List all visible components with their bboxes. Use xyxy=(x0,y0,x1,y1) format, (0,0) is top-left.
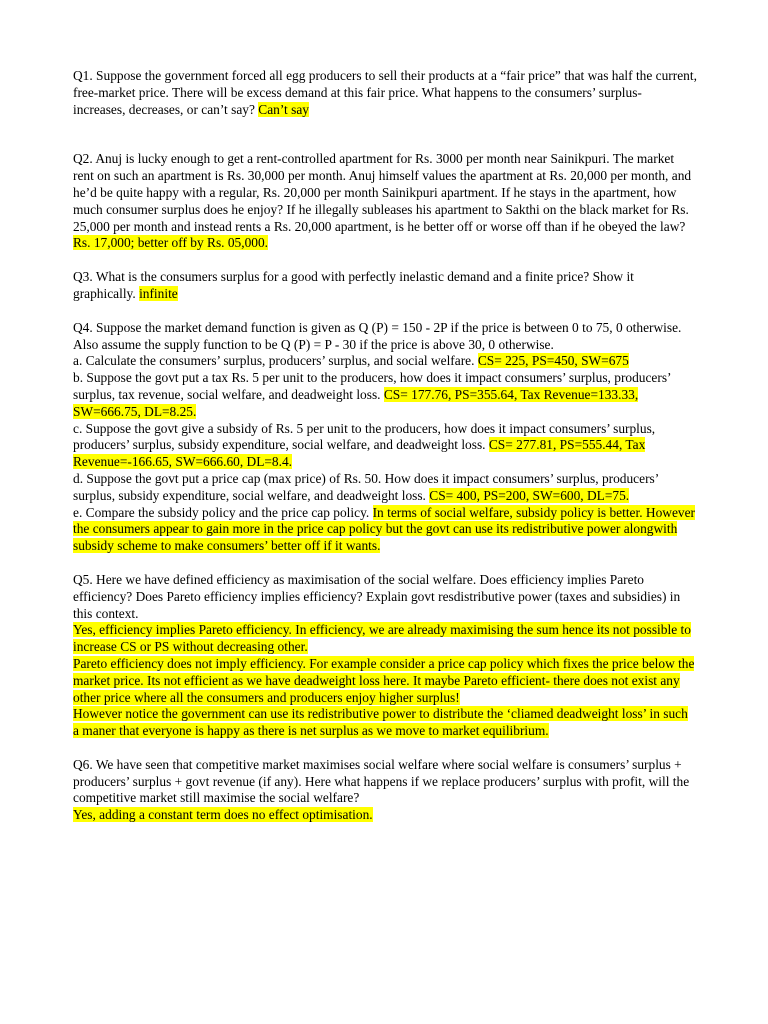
question-4e-text: e. Compare the subsidy policy and the price cap policy. xyxy=(73,504,373,520)
question-5: Q5. Here we have defined efficiency as maximisation of the social welfare. Does efficiency implies Pareto efficiency? Does Pareto efficiency implies efficiency? Explain govt resdistributive power (taxes and subsidies) in this context. xyxy=(73,571,681,621)
question-4e xyxy=(73,505,697,555)
question-2-answer: Rs. 17,000; better off by Rs. 05,000. xyxy=(73,235,269,251)
question-4a xyxy=(73,353,697,370)
question-3 xyxy=(73,269,697,303)
question-4a-text: a. Calculate the consumers’ surplus, producers’ surplus, and social welfare. xyxy=(73,353,478,369)
answer-text: However notice the government can use its redistributive power to distribute the ‘cliamed deadweight loss’ in such a maner that everyone is happy as there is net surplus as we move to market equilibrium. xyxy=(73,706,688,739)
question-1-answer: Can’t say xyxy=(258,101,309,117)
question-4-intro: Q4. Suppose the market demand function is given as Q (P) = 150 - 2P if the price is between 0 to 75, 0 otherwise. Also assume the supply function to be Q (P) = P - 30 if the price is above 30, 0 otherwise. xyxy=(73,319,682,352)
question-3-answer: infinite xyxy=(139,285,178,301)
question-4e-answer: In terms of social welfare, subsidy policy is better. However the consumers appear to gain more in the price cap policy but the govt can use its redistributive power alongwith subsidy scheme to make consumers’ better off if it wants. xyxy=(73,504,695,554)
document-page xyxy=(73,68,697,824)
question-4c xyxy=(73,421,697,471)
question-4c-answer: CS= 277.81, PS=555.44, Tax Revenue=-166.65, SW=666.60, DL=8.4. xyxy=(73,437,646,470)
spacer xyxy=(73,740,697,757)
question-4d-text: d. Suppose the govt put a price cap (max price) of Rs. 50. How does it impact consumers’ surplus, producers’ surplus, subsidy expenditure, social welfare, and deadweight loss. xyxy=(73,470,659,503)
question-5-answer-2 xyxy=(73,656,697,706)
answer-text: Pareto efficiency does not imply efficiency. For example consider a price cap policy which fixes the price below the market price. Its not efficient as we have deadweight loss here. It maybe Pareto efficient- there does not exist any other price where all the consumers and producers enjoy higher surplus! xyxy=(73,655,695,705)
question-3-text: Q3. What is the consumers surplus for a good with perfectly inelastic demand and a finite price? Show it graphically. xyxy=(73,269,634,301)
question-4d xyxy=(73,471,697,505)
question-4c-text: c. Suppose the govt give a subsidy of Rs. 5 per unit to the producers, how does it impact consumers’ surplus, producers’ surplus, subsidy expenditure, social welfare, and deadweight loss. xyxy=(73,420,656,453)
question-4a-answer: CS= 225, PS=450, SW=675 xyxy=(477,353,629,369)
question-4b-answer: CS= 177.76, PS=355.64, Tax Revenue=133.33, SW=666.75, DL=8.25. xyxy=(73,386,639,419)
answer-text: Yes, adding a constant term does no effect optimisation. xyxy=(73,807,373,823)
spacer xyxy=(73,252,697,269)
question-1 xyxy=(73,68,697,118)
question-4d-answer: CS= 400, PS=200, SW=600, DL=75. xyxy=(429,487,630,503)
spacer xyxy=(73,303,697,320)
question-6-answer xyxy=(73,807,697,824)
question-2-text: Q2. Anuj is lucky enough to get a rent-controlled apartment for Rs. 3000 per month near Sainikpuri. The market rent on such an apartment is Rs. 30,000 per month. Anuj himself values the apartment at Rs. 20,000 per month, and he’d be quite happy with a regular, Rs. 20,000 per month Sainikpuri apartment. If he stays in the apartment, how much consumer surplus does he enjoy? If he illegally subleases his apartment to Sakthi on the black market for Rs. 25,000 per month and instead rents a Rs. 20,000 apartment, is he better off or worse off than if he obeyed the law? xyxy=(73,151,692,234)
question-1-text: Q1. Suppose the government forced all egg producers to sell their products at a “fair price” that was half the current, free-market price. There will be excess demand at this fair price. What happens to the consumers’ surplus- increases, decreases, or can’t say? xyxy=(73,68,697,117)
spacer xyxy=(73,555,697,572)
question-2 xyxy=(73,151,697,252)
question-5-answer-3 xyxy=(73,706,697,740)
question-6: Q6. We have seen that competitive market maximises social welfare where social welfare is consumers’ surplus + producers’ surplus + govt revenue (if any). Here what happens if we replace producers’ surplus with profit, will the competitive market still maximise the social welfare? xyxy=(73,756,690,806)
answer-text: Yes, efficiency implies Pareto efficiency. In efficiency, we are already maximising the sum hence its not possible to increase CS or PS without decreasing other. xyxy=(73,622,691,655)
question-4b-text: b. Suppose the govt put a tax Rs. 5 per unit to the producers, how does it impact consumers’ surplus, producers’ surplus, tax revenue, social welfare, and deadweight loss. xyxy=(73,370,671,402)
question-4b xyxy=(73,370,697,420)
spacer xyxy=(73,118,697,151)
question-5-answer-1 xyxy=(73,622,697,656)
